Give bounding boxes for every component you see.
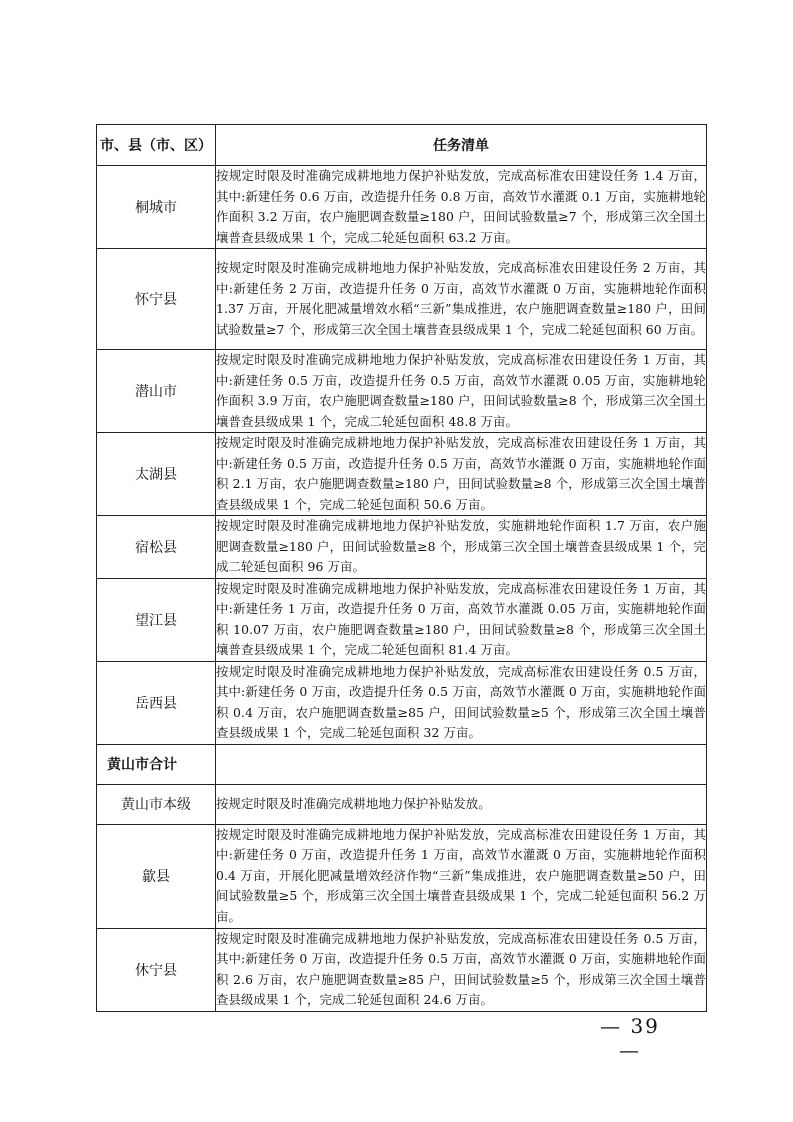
city-total-label: 黄山市合计 [97,744,216,784]
table-row [97,516,707,579]
table-row [97,350,707,433]
county-name: 怀宁县 [97,249,216,350]
page-number: — 39 — [600,1014,660,1062]
header-county: 市、县（市、区） [97,125,216,166]
table-row [97,784,707,824]
task-list-table [96,124,707,1012]
task-description: 按规定时限及时准确完成耕地地力保护补贴发放，完成高标准农田建设任务 1 万亩，其中:新建任务 0.5 万亩，改造提升任务 0.5 万亩，高效节水灌溉 0.05 万亩，实施耕地轮作面积 3.9 万亩，农户施肥调查数量≥180 户，田间试验数量≥8 个，形成第三次全国土壤普查县级成果 1 个，完成二轮延包面积 48.8 万亩。 [216,350,707,433]
county-name: 岳西县 [97,661,216,744]
task-description: 按规定时限及时准确完成耕地地力保护补贴发放，完成高标准农田建设任务 1.4 万亩，其中:新建任务 0.6 万亩，改造提升任务 0.8 万亩，高效节水灌溉 0.1 万亩，实施耕地轮作面积 3.2 万亩，农户施肥调查数量≥180 户，田间试验数量≥7 个，形成第三次全国土壤普查县级成果 1 个，完成二轮延包面积 63.2 万亩。 [216,166,707,249]
header-tasks: 任务清单 [216,125,707,166]
table-row [97,166,707,249]
table-header-row [97,125,707,166]
table-row [97,661,707,744]
table-row [97,249,707,350]
county-name: 休宁县 [97,928,216,1011]
table-row [97,578,707,661]
table-row [97,928,707,1011]
task-description: 按规定时限及时准确完成耕地地力保护补贴发放，完成高标准农田建设任务 1 万亩，其中:新建任务 0 万亩，改造提升任务 1 万亩，高效节水灌溉 0 万亩，实施耕地轮作面积 0.4 万亩，开展化肥减量增效经济作物“三新”集成推进，农户施肥调查数量≥50 户，田间试验数量≥5 个，形成第三次全国土壤普查县级成果 1 个，完成二轮延包面积 56.2 万亩。 [216,824,707,928]
task-description: 按规定时限及时准确完成耕地地力保护补贴发放，完成高标准农田建设任务 0.5 万亩，其中:新建任务 0 万亩，改造提升任务 0.5 万亩，高效节水灌溉 0 万亩，实施耕地轮作面积 2.6 万亩，农户施肥调查数量≥85 户，田间试验数量≥5 个，形成第三次全国土壤普查县级成果 1 个，完成二轮延包面积 24.6 万亩。 [216,928,707,1011]
county-name: 太湖县 [97,433,216,516]
table-row [97,824,707,928]
task-description: 按规定时限及时准确完成耕地地力保护补贴发放。 [216,784,707,824]
task-description: 按规定时限及时准确完成耕地地力保护补贴发放，完成高标准农田建设任务 2 万亩，其中:新建任务 2 万亩，改造提升任务 0 万亩，高效节水灌溉 0 万亩，实施耕地轮作面积 1.37 万亩，开展化肥减量增效水稻“三新”集成推进，农户施肥调查数量≥180 户，田间试验数量≥7 个，形成第三次全国土壤普查县级成果 1 个，完成二轮延包面积 60 万亩。 [216,249,707,350]
county-name: 宿松县 [97,516,216,579]
task-description: 按规定时限及时准确完成耕地地力保护补贴发放，完成高标准农田建设任务 0.5 万亩，其中:新建任务 0 万亩，改造提升任务 0.5 万亩，高效节水灌溉 0 万亩，实施耕地轮作面积 0.4 万亩，农户施肥调查数量≥85 户，田间试验数量≥5 个，形成第三次全国土壤普查县级成果 1 个，完成二轮延包面积 32 万亩。 [216,661,707,744]
task-description: 按规定时限及时准确完成耕地地力保护补贴发放，完成高标准农田建设任务 1 万亩，其中:新建任务 0.5 万亩，改造提升任务 0.5 万亩，高效节水灌溉 0 万亩，实施耕地轮作面积 2.1 万亩，农户施肥调查数量≥180 户，田间试验数量≥8 个，形成第三次全国土壤普查县级成果 1 个，完成二轮延包面积 50.6 万亩。 [216,433,707,516]
task-description [216,744,707,784]
task-description: 按规定时限及时准确完成耕地地力保护补贴发放，实施耕地轮作面积 1.7 万亩，农户施肥调查数量≥180 户，田间试验数量≥8 个，形成第三次全国土壤普查县级成果 1 个，完成二轮延包面积 96 万亩。 [216,516,707,579]
task-description: 按规定时限及时准确完成耕地地力保护补贴发放，完成高标准农田建设任务 1 万亩，其中:新建任务 1 万亩，改造提升任务 0 万亩，高效节水灌溉 0.05 万亩，实施耕地轮作面积 10.07 万亩，农户施肥调查数量≥180 户，田间试验数量≥8 个，形成第三次全国土壤普查县级成果 1 个，完成二轮延包面积 81.4 万亩。 [216,578,707,661]
table-row [97,433,707,516]
county-name: 潜山市 [97,350,216,433]
county-name: 黄山市本级 [97,784,216,824]
county-name: 桐城市 [97,166,216,249]
table-row-subtotal [97,744,707,784]
county-name: 歙县 [97,824,216,928]
county-name: 望江县 [97,578,216,661]
